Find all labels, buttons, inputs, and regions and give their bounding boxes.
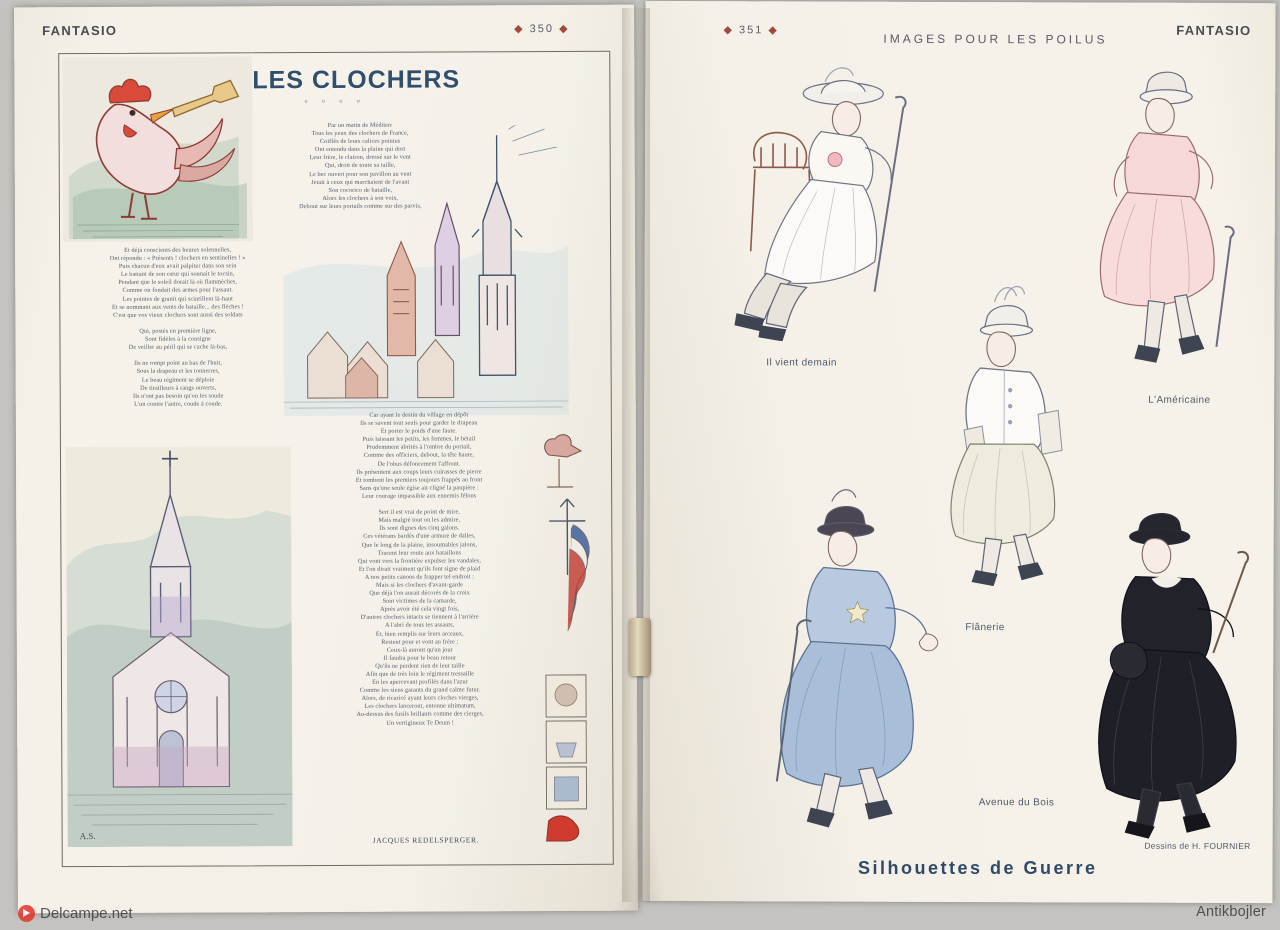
caption-l-americaine: L'Américaine — [1148, 394, 1211, 406]
left-folio: ◆ 350 ◆ — [514, 22, 570, 36]
svg-text:A.S.: A.S. — [79, 831, 96, 842]
rooster-with-bugle-illustration — [62, 56, 253, 242]
left-folio-number: 350 — [529, 23, 555, 36]
right-masthead: FANTASIO — [1176, 22, 1252, 39]
right-running-head: IMAGES POUR LES POILUS — [883, 31, 1108, 47]
illustrator-credit: Dessins de H. FOURNIER — [1144, 840, 1251, 852]
verse-stanza-left: Et déjà conscients des heures solennelles, Ont répondu : « Présents ! clochers en sentinelles ! » Puis chacun d'eux avait palpiter dans son sein Le battant de son cœur qui sonnait le tocsin, Pendant que le soleil dorait là où flammèches, Comme on fondait des armes pour l'assaut. Les pointes de granit qui scintillent là-haut Et se nommant aux vents de bataille... des flèches ! C'est que vos vieux clochers sont aussi des soldats Qui, postés en première ligne, Sont fidèles à la consigne De veiller au péril qui se cache là-bas, Ils ne rompt point au bas de l'huit, Sous la drapeau et les tonnerres, Le beau régiment se déploie De tirailleurs à rangs ouverts, Ils n'ont pas besoin qu'on les soude L'un contre l'autre, coude à coude. — [109, 246, 246, 408]
right-folio: ◆ 351 ◆ — [723, 24, 779, 37]
verse-stanza-top: Par un matin de Méditerr Tous les yeux des clochers de France, Coiffés de leurs calices pointus Ont entendu dans la plaine qui dort Leur frère, le clairon, dressé sur le vent Qui, droit de toute sa taille, Le bec ouvert pour son pavillon au vent Jetait à ceux qui marchaient de l'avant Son cocorico de bataille, Alors les clochers à son voix, Debout sur leurs portails comme sur des parvis, — [299, 121, 422, 211]
poem-signature: JACQUES REDELSPERGER. — [372, 835, 480, 845]
page-gutter — [622, 8, 650, 902]
left-page — [14, 5, 638, 914]
play-icon — [18, 905, 35, 922]
watermark-delcampe-label: Delcampe.net — [40, 905, 133, 922]
watermark-antikbojler: Antikbojler — [1196, 904, 1266, 920]
right-folio-number: 351 — [738, 24, 764, 37]
poem-title: LES CLOCHERS — [252, 65, 461, 95]
verse-stanza-right: Car ayant le destin du village en dépôt Ils se savent tout seuls pour garder le drapeau Et porter le poids d'une faute. Puis laissant les petits, les femmes, le bétail Prudemment abrités à l'ombre du portail, Comme des officiers, debout, la tête haute, De l'obus défoncement l'affront. Ils présentent aux coups leurs cuirasses de pierre Et tombent les premiers toujours frappés au front Sans qu'une seule égise ait cligné la paupière : Leur courage impassible aux ennemis félons Sert il est vrai de point de mire, Mais malgré tout on les admire, Ils sont dignes des cinq galons. Ces vétérans bardés d'une armure de dalles, Que le long de la plaine, insoumables jalons, Tracent leur route aux bataillons Qui vont vers la frontière expulser les vandales, Et l'on dirait vraiment qu'ils font signe de plaid A nos petits canons de frapper tel endroit : Mais si les clochers d'avant-garde Que déjà l'on aurait décorés de la croix Sont victimes de la camarde, Après avoir été cela vingt fois, D'autres clochers intacts se tiennent à l'arrière A l'abri de tous les assauts, Et, bien remplis sur leurs arceaux, Restent pour et vont au frère ; Ceux-là auront qu'un jour Il faudra pour le beau retour Qu'ils ne perdent rien de leur taille Afin que de très loin le régiment tressaille En les apercevant profilés dans l'azur Comme les siens garants du grand calme futur. Alors, de ricaricé ayant leurs cloches vierges, Les clochers lanceront, entonne ultimatum, Au-dessus des fusils brillants comme des cierges, Un vertigineux Te Deum ! — [355, 411, 484, 727]
right-page — [642, 1, 1275, 903]
title-ornament: ▫ ▫ ▫ ▫ — [304, 95, 366, 107]
caption-flanerie: Flânerie — [965, 622, 1005, 634]
village-church-illustration — [66, 446, 293, 847]
figure-avenue-du-bois — [753, 481, 984, 842]
watermark-delcampe — [18, 905, 133, 922]
left-masthead: FANTASIO — [42, 22, 118, 39]
section-title-silhouettes: Silhouettes de Guerre — [858, 858, 1098, 878]
tricolor-flag-panel-illustration — [521, 425, 613, 855]
binding-clip — [629, 618, 651, 676]
figure-woman-in-black — [1073, 492, 1280, 843]
caption-avenue-du-bois: Avenue du Bois — [978, 797, 1055, 809]
caption-il-vient-demain: Il vient demain — [766, 357, 837, 369]
